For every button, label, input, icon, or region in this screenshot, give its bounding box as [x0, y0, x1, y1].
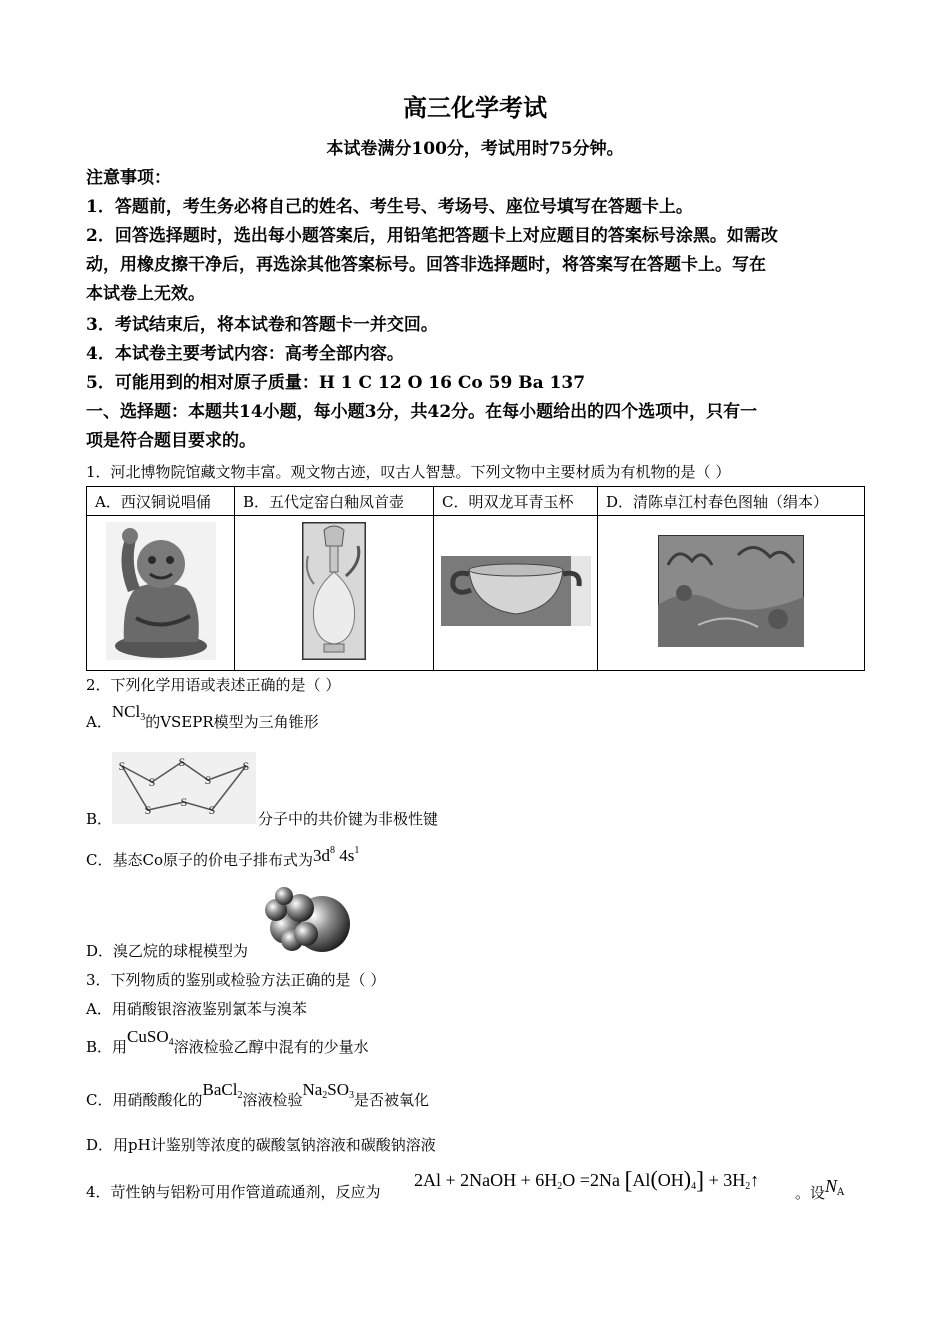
question-2-option-d [86, 884, 486, 960]
cuso4-subscript: 4 [168, 1037, 174, 1048]
ncl3-formula [112, 702, 145, 721]
equation-part-5: + 3H [708, 1170, 746, 1190]
left-paren: ( [650, 1166, 658, 1191]
question-3-option-b [86, 1027, 876, 1063]
cuso4-base: CuSO [127, 1027, 169, 1046]
question-2-option-c [86, 845, 876, 870]
equation-subscript-h2: 2 [745, 1181, 751, 1192]
notice-item-1: 1．答题前，考生务必将自己的姓名、考生号、考场号、座位号填写在答题卡上。 [86, 197, 693, 217]
option-c-middle-text: 溶液检验 [242, 1091, 303, 1109]
bacl2-base: BaCl [202, 1080, 238, 1099]
config-3d-superscript: 8 [330, 845, 335, 856]
page-title: 高三化学考试 [403, 94, 547, 122]
reaction-equation [414, 1166, 759, 1195]
na2so3-subscript-3: 3 [349, 1090, 355, 1101]
notice-item-4: 4．本试卷主要考试内容：高考全部内容。 [86, 344, 404, 364]
question-2-option-b [86, 752, 486, 828]
question-1-stem: 1．河北博物院馆藏文物丰富。观文物古迹，叹古人智慧。下列文物中主要材质为有机物的是（ ） [86, 463, 731, 481]
equation-subscript-4: 4 [691, 1181, 697, 1192]
bacl2-subscript: 2 [237, 1090, 243, 1101]
question-1-options-table [86, 486, 865, 671]
equation-subscript-1: 2 [557, 1181, 563, 1192]
sulfur-atom: S [204, 773, 212, 787]
na2so3-formula [302, 1080, 354, 1099]
question-4-tail [795, 1176, 865, 1209]
left-bracket: [ [624, 1168, 633, 1194]
option-a-prefix: A． [86, 713, 112, 731]
white-glazed-ewer-image [302, 522, 366, 660]
sulfur-atom: S [242, 759, 250, 773]
config-4s: 4s [339, 846, 355, 865]
notice-item-3: 3．考试结束后，将本试卷和答题卡一并交回。 [86, 315, 438, 335]
question-3-option-d: D．用pH计鉴别等浓度的碳酸氢钠溶液和碳酸钠溶液 [86, 1136, 436, 1154]
notice-item-5: 5．可能用到的相对原子质量：H 1 C 12 O 16 Co 59 Ba 137 [86, 373, 586, 393]
bronze-figurine-image [106, 522, 216, 660]
right-bracket: ] [696, 1168, 705, 1194]
option-b-text: 分子中的共价键为非极性键 [258, 810, 439, 828]
co-electron-configuration [313, 846, 359, 865]
question-3-stem: 3．下列物质的鉴别或检验方法正确的是（ ） [86, 971, 386, 989]
config-3d: 3d [313, 846, 330, 865]
option-d-text: D．溴乙烷的球棍模型为 [86, 942, 249, 960]
notice-item-2-line-2: 动，用橡皮擦干净后，再选涂其他答案标号。回答非选择题时，将答案写在答题卡上。写在 [86, 255, 766, 275]
silk-scroll-painting-image [658, 535, 804, 647]
sulfur-atom: S [178, 755, 186, 769]
sulfur-atom: S [118, 759, 126, 773]
s8-ring-structure-image [112, 752, 256, 824]
option-c-label: C．明双龙耳青玉杯 [434, 487, 598, 516]
equation-al: Al [632, 1170, 651, 1190]
config-4s-superscript: 1 [354, 845, 360, 856]
option-d-image-cell [598, 516, 865, 671]
option-a-label: A．西汉铜说唱俑 [87, 487, 235, 516]
bacl2-formula [202, 1080, 242, 1099]
na2so3-so: SO [327, 1080, 350, 1099]
section-heading-line-2: 项是符合题目要求的。 [86, 431, 256, 451]
question-3-option-a: A．用硝酸银溶液鉴别氯苯与溴苯 [86, 1000, 307, 1018]
question-2-option-a [86, 702, 876, 738]
option-c-text: 是否被氧化 [354, 1091, 430, 1109]
option-b-prefix: B． [86, 810, 113, 828]
exam-info: 本试卷满分100分，考试用时75分钟。 [326, 139, 624, 159]
option-d-label: D．清陈卓江村春色图轴（绢本） [598, 487, 865, 516]
option-a-image-cell [87, 516, 235, 671]
avogadro-subscript: A [837, 1187, 845, 1198]
option-b-prefix: B．用 [86, 1038, 128, 1056]
section-heading-line-1: 一、选择题：本题共14小题，每小题3分，共42分。在每小题给出的四个选项中，只有一 [86, 402, 758, 422]
jade-cup-image [441, 556, 591, 626]
ncl3-base: NCl [111, 702, 141, 721]
question-4-stem: 4．苛性钠与铝粉可用作管道疏通剂，反应为 [86, 1183, 381, 1201]
option-c-text: C．基态Co原子的价电子排布式为 [86, 851, 313, 869]
equation-oh: OH [657, 1170, 684, 1190]
na2so3-subscript-2: 2 [322, 1090, 328, 1101]
question-3-option-c [86, 1080, 876, 1116]
option-b-label: B．五代定窑白釉凤首壶 [235, 487, 434, 516]
avogadro-symbol: N [825, 1176, 838, 1196]
gas-arrow: ↑ [750, 1170, 760, 1190]
option-c-prefix: C．用硝酸酸化的 [86, 1091, 203, 1109]
option-a-text: 的VSEPR模型为三角锥形 [145, 713, 319, 731]
option-b-image-cell [235, 516, 434, 671]
option-c-image-cell [434, 516, 598, 671]
cuso4-formula [127, 1027, 174, 1046]
option-b-text: 溶液检验乙醇中混有的少量水 [173, 1038, 369, 1056]
question-2-stem: 2．下列化学用语或表述正确的是（ ） [86, 676, 341, 694]
equation-part-2: O =2Na [562, 1170, 620, 1190]
ncl3-subscript: 3 [140, 712, 146, 723]
sulfur-atom: S [180, 795, 188, 809]
question-4-tail-text: 。设 [795, 1184, 826, 1202]
sulfur-atom: S [144, 803, 152, 817]
bromoethane-ball-model-image [262, 884, 354, 956]
equation-part-1: 2Al + 2NaOH + 6H [414, 1170, 558, 1190]
notice-item-2-line-3: 本试卷上无效。 [86, 284, 205, 304]
right-paren: ) [683, 1166, 692, 1191]
notice-item-2-line-1: 2．回答选择题时，选出每小题答案后，用铅笔把答题卡上对应题目的答案标号涂黑。如需改 [86, 226, 778, 246]
na2so3-na: Na [302, 1080, 323, 1099]
sulfur-atom: S [208, 803, 216, 817]
notice-heading: 注意事项： [86, 168, 171, 188]
sulfur-atom: S [148, 775, 156, 789]
